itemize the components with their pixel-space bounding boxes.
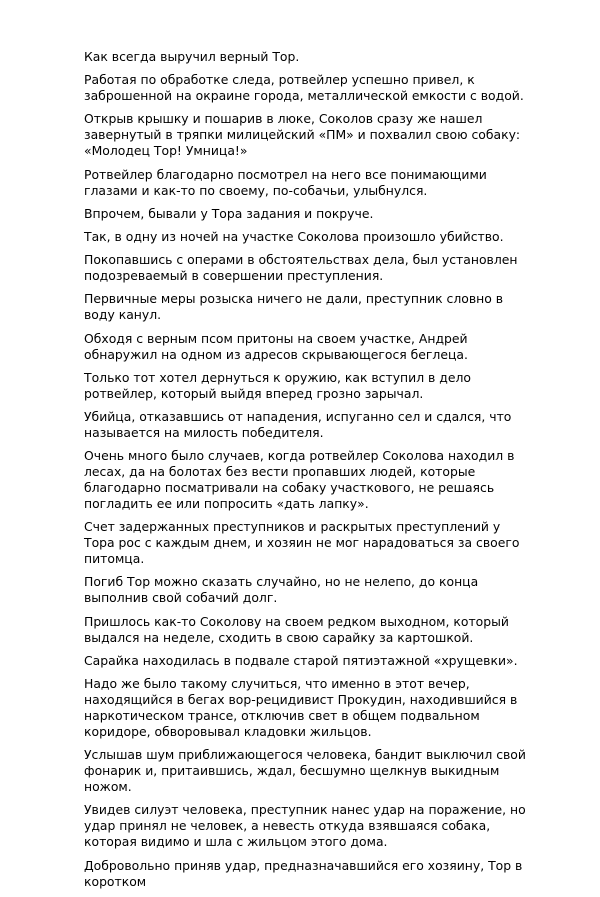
paragraph: Впрочем, бывали у Тора задания и покруче.	[84, 205, 374, 221]
paragraph: Открыв крышку и пошарив в люке, Соколов сразу же нашел завернутый в тряпки милицейский «ПМ» и похвалил свою собаку: «Молодец Тор! Умница!»	[84, 111, 521, 159]
paragraph: Погиб Тор можно сказать случайно, но не нелепо, до конца выполнив свой собачий долг.	[84, 574, 479, 606]
paragraph: Увидев силуэт человека, преступник нанес удар на поражение, но удар принял не человек, а невесть откуда взявшаяся собака, которая видимо и шла с жильцом этого дома.	[84, 802, 526, 850]
paragraph: Обходя с верным псом притоны на своем участке, Андрей обнаружил на одном из адресов скрывающегося беглеца.	[84, 330, 468, 362]
paragraph: Так, в одну из ночей на участке Соколова произошло убийство.	[84, 228, 504, 244]
paragraph: Очень много было случаев, когда ротвейлер Соколова находил в лесах, да на болотах без вести пропавших людей, которые благодарно посматривали на собаку участкового, не решаясь погладить ее или попросить «дать лапку».	[84, 448, 515, 512]
paragraph: Первичные меры розыска ничего не дали, преступник словно в воду канул.	[84, 291, 504, 323]
paragraph: Покопавшись с операми в обстоятельствах дела, был установлен подозреваемый в совершении преступления.	[84, 252, 518, 284]
paragraph: Добровольно приняв удар, предназначавшийся его хозяину, Тор в коротком	[84, 857, 523, 889]
paragraph: Надо же было такому случиться, что именно в этот вечер, находящийся в бегах вор-рецидивист Прокудин, находившийся в наркотическом трансе, отключив свет в общем подвальном коридоре, обворовывал кладовки жильцов.	[84, 676, 518, 739]
paragraph: Сарайка находилась в подвале старой пятиэтажной «хрущевки».	[84, 652, 518, 668]
paragraph: Счет задержанных преступников и раскрытых преступлений у Тора рос с каждым днем, и хозяин не мог нарадоваться за своего питомца.	[84, 519, 520, 567]
paragraph: Пришлось как-то Соколову на своем редком выходном, который выдался на неделе, сходить в свою сарайку за картошкой.	[84, 613, 509, 645]
paragraph: Ротвейлер благодарно посмотрел на него все понимающими глазами и как-то по своему, по-собачьи, улыбнулся.	[84, 166, 487, 198]
paragraph: Убийца, отказавшись от нападения, испуганно сел и сдался, что называется на милость победителя.	[84, 408, 512, 440]
paragraph: Услышав шум приближающегося человека, бандит выключил свой фонарик и, притаившись, ждал, бесшумно щелкнув выкидным ножом.	[84, 747, 526, 795]
paragraph: Только тот хотел дернуться к оружию, как вступил в дело ротвейлер, который выйдя вперед грозно зарычал.	[84, 369, 471, 401]
paragraph: Работая по обработке следа, ротвейлер успешно привел, к заброшенной на окраине города, металлической емкости с водой.	[84, 72, 524, 104]
body-text	[84, 49, 534, 897]
paragraph: Как всегда выручил верный Тор.	[84, 49, 300, 64]
